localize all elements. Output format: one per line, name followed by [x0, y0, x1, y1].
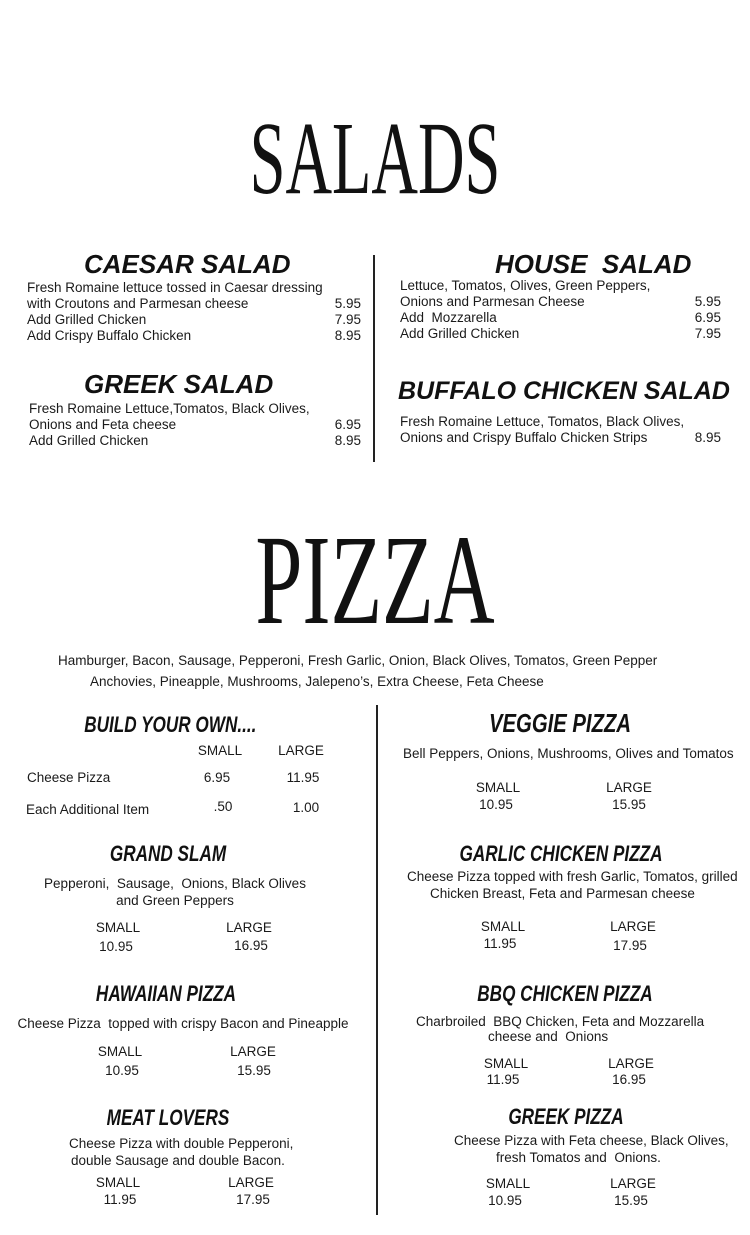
- build-additional-small: .50: [213, 799, 233, 814]
- greek-pizza-large-price: 15.95: [614, 1193, 648, 1208]
- caesar-add2-price: 8.95: [334, 328, 361, 343]
- pizza-divider: [376, 705, 378, 1215]
- veggie-small-header: SMALL: [475, 780, 521, 795]
- hawaiian-title: HAWAIIAN PIZZA: [95, 981, 237, 1006]
- grand-slam-line1: Pepperoni, Sausage, Onions, Black Olives: [44, 876, 306, 891]
- hawaiian-small-header: SMALL: [97, 1044, 143, 1059]
- grand-slam-small-header: SMALL: [95, 920, 141, 935]
- build-cheese-large: 11.95: [286, 770, 320, 785]
- caesar-desc-line1: Fresh Romaine lettuce tossed in Caesar dressing: [27, 280, 323, 295]
- build-additional-label: Each Additional Item: [26, 802, 150, 817]
- garlic-chicken-title: GARLIC CHICKEN PIZZA: [459, 841, 663, 866]
- pizza-title: PIZZA: [255, 509, 495, 651]
- toppings-line2: Anchovies, Pineapple, Mushrooms, Jalepeno’s, Extra Cheese, Feta Cheese: [90, 674, 544, 689]
- hawaiian-large-price: 15.95: [237, 1063, 271, 1078]
- house-salad-line2: Onions and Parmesan Cheese: [400, 294, 585, 309]
- house-salad-line1: Lettuce, Tomatos, Olives, Green Peppers,: [400, 278, 651, 293]
- buffalo-salad-title: BUFFALO CHICKEN SALAD: [398, 377, 730, 405]
- garlic-chicken-small-price: 11.95: [483, 936, 517, 951]
- buffalo-salad-line1: Fresh Romaine Lettuce, Tomatos, Black Olives,: [400, 414, 685, 429]
- greek-pizza-line1: Cheese Pizza with Feta cheese, Black Olives,: [454, 1133, 729, 1148]
- caesar-salad-title: CAESAR SALAD: [84, 249, 291, 279]
- toppings-line1: Hamburger, Bacon, Sausage, Pepperoni, Fresh Garlic, Onion, Black Olives, Tomatos, Green Pepper: [58, 653, 658, 668]
- grand-slam-small-price: 10.95: [99, 939, 133, 954]
- meat-lovers-line2: double Sausage and double Bacon.: [71, 1153, 285, 1168]
- bbq-chicken-line1: Charbroiled BBQ Chicken, Feta and Mozzarella: [416, 1014, 705, 1029]
- bbq-chicken-title: BBQ CHICKEN PIZZA: [477, 981, 653, 1006]
- greek-pizza-title: GREEK PIZZA: [508, 1104, 624, 1129]
- meat-lovers-title: MEAT LOVERS: [106, 1105, 230, 1130]
- veggie-line1: Bell Peppers, Onions, Mushrooms, Olives and Tomatos: [403, 746, 734, 761]
- garlic-chicken-small-header: SMALL: [480, 919, 526, 934]
- house-salad-add1: Add Mozzarella: [400, 310, 497, 325]
- caesar-add1-price: 7.95: [334, 312, 361, 327]
- house-salad-add1-price: 6.95: [694, 310, 721, 325]
- meat-lovers-large-price: 17.95: [236, 1192, 270, 1207]
- bbq-chicken-line2: cheese and Onions: [488, 1029, 609, 1044]
- buffalo-salad-price: 8.95: [694, 430, 721, 445]
- build-small-header: SMALL: [197, 743, 243, 758]
- greek-salad-add1: Add Grilled Chicken: [29, 433, 149, 448]
- bbq-chicken-large-price: 16.95: [612, 1072, 646, 1087]
- grand-slam-large-price: 16.95: [234, 938, 268, 953]
- garlic-chicken-large-price: 17.95: [613, 938, 647, 953]
- caesar-price: 5.95: [334, 296, 361, 311]
- hawaiian-small-price: 10.95: [105, 1063, 139, 1078]
- house-salad-add2-price: 7.95: [694, 326, 721, 341]
- meat-lovers-large-header: LARGE: [228, 1175, 274, 1190]
- greek-salad-title: GREEK SALAD: [84, 369, 274, 399]
- caesar-add2: Add Crispy Buffalo Chicken: [27, 328, 192, 343]
- salads-divider: [373, 255, 375, 462]
- greek-salad-price: 6.95: [334, 417, 361, 432]
- greek-salad-line1: Fresh Romaine Lettuce,Tomatos, Black Olives,: [29, 401, 310, 416]
- veggie-large-price: 15.95: [612, 797, 646, 812]
- veggie-large-header: LARGE: [606, 780, 652, 795]
- greek-pizza-small-price: 10.95: [488, 1193, 522, 1208]
- greek-pizza-small-header: SMALL: [485, 1176, 531, 1191]
- caesar-add1: Add Grilled Chicken: [27, 312, 147, 327]
- veggie-pizza-title: VEGGIE PIZZA: [489, 708, 631, 738]
- build-cheese-small: 6.95: [203, 770, 231, 785]
- bbq-chicken-small-header: SMALL: [483, 1056, 529, 1071]
- garlic-chicken-large-header: LARGE: [610, 919, 656, 934]
- house-salad-price: 5.95: [694, 294, 721, 309]
- greek-salad-line2: Onions and Feta cheese: [29, 417, 177, 432]
- grand-slam-title: GRAND SLAM: [109, 841, 227, 866]
- greek-pizza-line2: fresh Tomatos and Onions.: [496, 1150, 661, 1165]
- veggie-small-price: 10.95: [479, 797, 513, 812]
- meat-lovers-small-price: 11.95: [103, 1192, 137, 1207]
- meat-lovers-line1: Cheese Pizza with double Pepperoni,: [69, 1136, 294, 1151]
- meat-lovers-small-header: SMALL: [95, 1175, 141, 1190]
- hawaiian-line1: Cheese Pizza topped with crispy Bacon and Pineapple: [17, 1016, 349, 1031]
- build-additional-large: 1.00: [292, 800, 320, 815]
- caesar-desc-line2: with Croutons and Parmesan cheese: [27, 296, 249, 311]
- house-salad-title: HOUSE SALAD: [495, 249, 692, 279]
- greek-salad-add1-price: 8.95: [334, 433, 361, 448]
- hawaiian-large-header: LARGE: [230, 1044, 276, 1059]
- grand-slam-line2: and Green Peppers: [116, 893, 234, 908]
- house-salad-add2: Add Grilled Chicken: [400, 326, 520, 341]
- build-your-own-title: BUILD YOUR OWN....: [84, 712, 257, 737]
- salads-title: SALADS: [249, 101, 501, 216]
- grand-slam-large-header: LARGE: [226, 920, 272, 935]
- greek-pizza-large-header: LARGE: [610, 1176, 656, 1191]
- garlic-chicken-line2: Chicken Breast, Feta and Parmesan cheese: [430, 886, 695, 901]
- garlic-chicken-line1: Cheese Pizza topped with fresh Garlic, Tomatos, grilled: [407, 869, 738, 884]
- bbq-chicken-small-price: 11.95: [486, 1072, 520, 1087]
- buffalo-salad-line2: Onions and Crispy Buffalo Chicken Strips: [400, 430, 648, 445]
- build-large-header: LARGE: [278, 743, 324, 758]
- bbq-chicken-large-header: LARGE: [608, 1056, 654, 1071]
- build-cheese-label: Cheese Pizza: [27, 770, 111, 785]
